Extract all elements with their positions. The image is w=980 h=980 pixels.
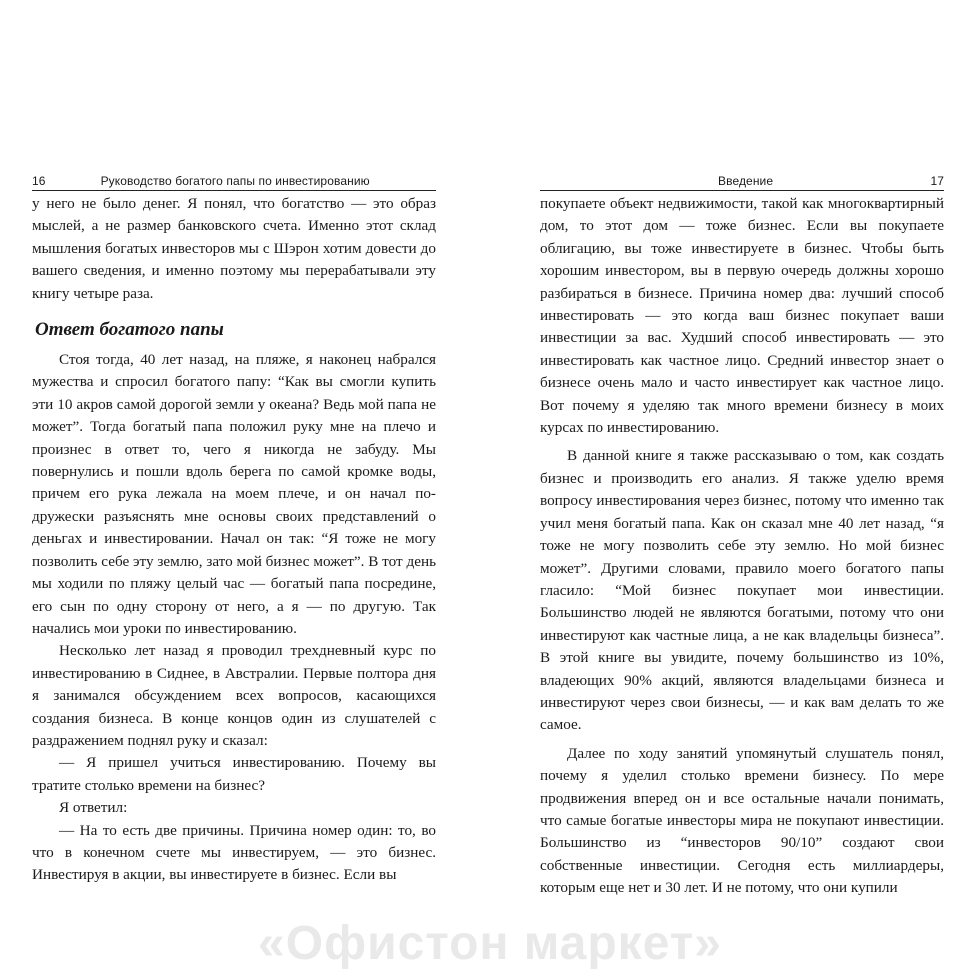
right-running-title: Введение xyxy=(718,174,774,188)
left-body xyxy=(32,193,436,887)
right-body xyxy=(540,193,944,900)
right-paragraph: В данной книге я также рассказываю о том, как создать бизнес и производить его анализ. Я также уделю время вопросу инвестирования через бизнес, потому что именно так учил меня богатый папа. Как он сказал мне 40 лет назад, “я тоже не могу позволить себе эту землю. Но мой бизнес может”. Другими словами, правило моего богатого папы гласило: “Мой бизнес покупает мои инвестиции. Большинство людей не являются богатыми, потому что они инвестируют как частные лица, а не как владельцы бизнеса”. В этой книге вы увидите, почему большинство из 10%, владеющих 90% акций, являются владельцами бизнеса и инвестируют через свои бизнесы, — и как вам делать то же самое. xyxy=(540,447,944,734)
left-intro-paragraph: у него не было денег. Я понял, что богатство — это образ мыслей, а не размер банковского счета. Именно этот склад мышления богатых инвесторов мы с Шэрон хотим довести до вашего сведения, и именно поэтому мы перерабатывали эту книгу четыре раза. xyxy=(32,195,436,302)
right-page xyxy=(540,174,944,900)
section-heading: Ответ богатого папы xyxy=(35,319,224,341)
left-paragraph: — На то есть две причины. Причина номер один: то, во что в конечном счете мы инвестируем, — это бизнес. Инвестируя в акции, вы инвестируете в бизнес. Если вы xyxy=(32,821,436,884)
left-paragraph: — Я пришел учиться инвестированию. Почему вы тратите столько времени на бизнес? xyxy=(32,754,436,794)
left-paragraph: Стоя тогда, 40 лет назад, на пляже, я наконец набрался мужества и спросил богатого папу: “Как вы смогли купить эти 10 акров самой дорогой земли у океана? Ведь мой папа не может”. Тогда богатый папа положил руку мне на плечо и произнес в ответ то, чего я никогда не забуду. Мы повернулись и пошли вдоль берега по самой кромке воды, причем его рука лежала на моем плече, и он начал по-дружески разъяснять мне основы своих представлений о деньгах и инвестировании. Начал он так: “Я тоже не могу позволить себе эту землю, зато мой бизнес может”. В тот день мы ходили по пляжу целый час — богатый папа посредине, его сын по одну сторону от него, а я — по другую. Так начались мои уроки по инвестированию. xyxy=(32,351,436,637)
left-page xyxy=(32,174,436,887)
left-running-head xyxy=(32,174,436,191)
right-paragraph: Далее по ходу занятий упомянутый слушатель понял, почему я уделил столько времени бизнесу. По мере продвижения вперед он и все остальные начали понимать, что самые богатые инвесторы мира не покупают инвестиции. Большинство из “инвесторов 90/10” создают свои собственные инвестиции. Сегодня есть миллиардеры, которым еще нет и 30 лет. И не потому, что они купили xyxy=(540,744,944,897)
left-page-number: 16 xyxy=(32,174,46,188)
right-continuation-paragraph: покупаете объект недвижимости, такой как многоквартирный дом, то этот дом — тоже бизнес. Если вы покупаете облигацию, вы тоже инвестируете в бизнес. Чтобы быть хорошим инвестором, вы в первую очередь должны хорошо разбираться в бизнесе. Причина номер два: лучший способ инвестировать — это когда ваш бизнес покупает ваши инвестиции за вас. Худший способ инвестировать — это инвестировать как частное лицо. Средний инвестор знает о бизнесе очень мало и часто инвестирует как частное лицо. Вот почему я уделяю так много времени бизнесу в моих курсах по инвестированию. xyxy=(540,195,944,437)
watermark: «Офистон маркет» xyxy=(258,917,722,970)
left-running-title: Руководство богатого папы по инвестированию xyxy=(100,174,370,188)
right-page-number: 17 xyxy=(930,174,944,188)
left-paragraph: Я ответил: xyxy=(59,799,128,817)
right-running-head xyxy=(540,174,944,191)
left-paragraph: Несколько лет назад я проводил трехдневный курс по инвестированию в Сиднее, в Австралии. Первые полтора дня я занимался обсуждением всех вопросов, касающихся создания бизнеса. В конце концов один из слушателей с раздражением поднял руку и сказал: xyxy=(32,642,436,749)
